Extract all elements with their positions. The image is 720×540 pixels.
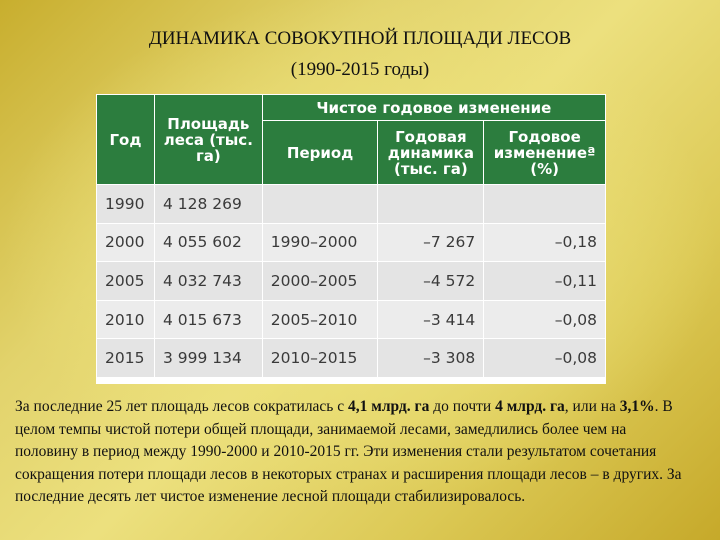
- paragraph-text: . В целом темпы чистой потери общей площади, занимаемой лесами, замедлились более чем на половину в период между 1990-2000 и 2010-2015 гг. Эти изменения стали результатом сочетания сокращения потери площади лесов в некоторых странах и расширения площади лесов – в других. За последние десять лет чистое изменение лесной площади стабилизировалось.: [15, 398, 682, 505]
- cell-change: –0,08: [484, 300, 606, 339]
- header-annual-dynamics: Годовая динамика (тыс. га): [378, 121, 484, 185]
- table-row: [97, 262, 606, 301]
- cell-period: [262, 185, 378, 224]
- header-area: Площадь леса (тыс. га): [154, 95, 262, 185]
- paragraph-text: За последние 25 лет площадь лесов сократилась с: [15, 398, 349, 415]
- cell-period: 2000–2005: [262, 262, 378, 301]
- cell-area: 4 032 743: [154, 262, 262, 301]
- paragraph-text: до почти: [429, 398, 496, 415]
- cell-period: 2005–2010: [262, 300, 378, 339]
- cell-year: 2000: [97, 223, 155, 262]
- slide-subtitle: (1990-2015 годы): [290, 59, 430, 80]
- header-year: Год: [97, 95, 155, 185]
- paragraph-bold-value: 4,1 млрд. га: [348, 398, 430, 415]
- slide-title: ДИНАМИКА СОВОКУПНОЙ ПЛОЩАДИ ЛЕСОВ: [148, 28, 572, 49]
- summary-paragraph: [15, 396, 687, 509]
- cell-dynamics: –4 572: [378, 262, 484, 301]
- cell-change: [484, 185, 606, 224]
- paragraph-bold-value: 3,1%: [619, 398, 655, 415]
- cell-change: –0,18: [484, 223, 606, 262]
- table-row: [97, 185, 606, 224]
- cell-area: 3 999 134: [154, 339, 262, 378]
- forest-area-table-container: [96, 94, 606, 384]
- header-net-annual-change: Чистое годовое изменение: [262, 95, 605, 121]
- paragraph-bold-value: 4 млрд. га: [495, 398, 565, 415]
- cell-period: 2010–2015: [262, 339, 378, 378]
- forest-area-table: [96, 94, 606, 378]
- cell-dynamics: [378, 185, 484, 224]
- cell-area: 4 015 673: [154, 300, 262, 339]
- paragraph-text: , или на: [564, 398, 620, 415]
- table-row: [97, 300, 606, 339]
- cell-year: 1990: [97, 185, 155, 224]
- table-header-row-top: [97, 95, 606, 121]
- cell-dynamics: –3 414: [378, 300, 484, 339]
- cell-change: –0,08: [484, 339, 606, 378]
- header-annual-change: Годовое изменениеª (%): [484, 121, 606, 185]
- cell-year: 2010: [97, 300, 155, 339]
- table-header: [97, 95, 606, 185]
- table-body: [97, 185, 606, 378]
- cell-area: 4 055 602: [154, 223, 262, 262]
- header-period: Период: [262, 121, 378, 185]
- cell-change: –0,11: [484, 262, 606, 301]
- cell-area: 4 128 269: [154, 185, 262, 224]
- cell-dynamics: –3 308: [378, 339, 484, 378]
- table-row: [97, 339, 606, 378]
- cell-dynamics: –7 267: [378, 223, 484, 262]
- cell-year: 2005: [97, 262, 155, 301]
- cell-period: 1990–2000: [262, 223, 378, 262]
- table-row: [97, 223, 606, 262]
- cell-year: 2015: [97, 339, 155, 378]
